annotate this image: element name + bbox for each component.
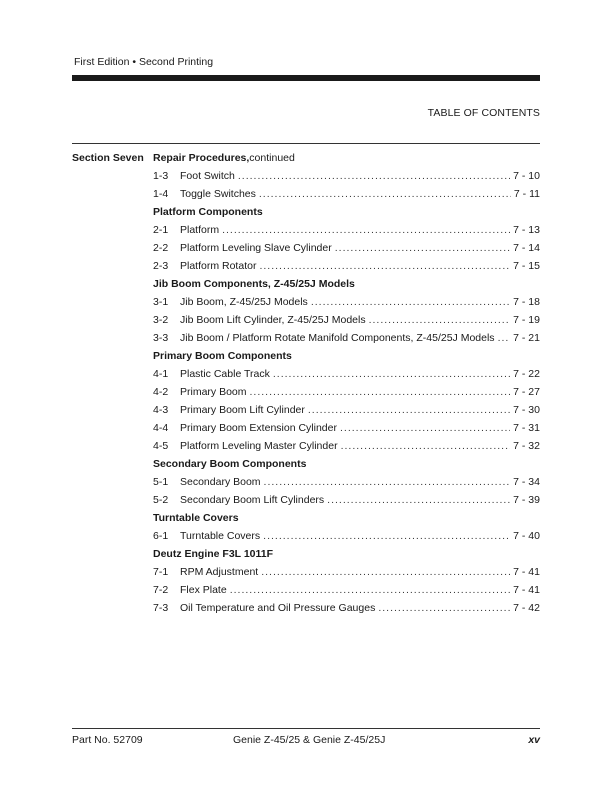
toc-entry[interactable] [153,293,540,311]
toc-entry-page: 7 - 41 [513,584,540,596]
toc-entry-title: Turntable Covers [180,530,261,542]
dot-leader [327,494,510,506]
toc-entry-number: 4-1 [153,368,169,380]
dot-leader [498,332,511,344]
dot-leader [369,314,511,326]
toc-entry-title: Primary Boom Extension Cylinder [180,422,337,434]
toc-entry-page: 7 - 10 [513,170,540,182]
toc-entry-page: 7 - 15 [513,260,540,272]
toc-entry[interactable] [153,491,540,509]
toc-entry[interactable] [153,365,540,383]
toc-entry-page: 7 - 42 [513,602,540,614]
toc-entry-number: 7-2 [153,584,169,596]
toc-heading [153,149,540,167]
toc-entry-number: 4-4 [153,422,169,434]
toc-heading-title: Repair Procedures, [153,152,250,164]
dot-leader [238,170,510,182]
toc-heading [153,203,540,221]
toc-heading [153,509,540,527]
toc-title: TABLE OF CONTENTS [427,107,540,119]
toc-entry-number: 2-3 [153,260,169,272]
dot-leader [259,260,510,272]
toc-entry[interactable] [153,473,540,491]
toc-entry-title: Platform Rotator [180,260,257,272]
toc-heading [153,275,540,293]
toc-entry-number: 1-4 [153,188,169,200]
toc-entry[interactable] [153,437,540,455]
dot-leader [378,602,510,614]
toc-entry[interactable] [153,329,540,347]
toc-entry-page: 7 - 21 [513,332,540,344]
dot-leader [264,476,511,488]
toc-entry[interactable] [153,383,540,401]
toc-entry-title: Platform Leveling Slave Cylinder [180,242,332,254]
toc-entry-title: Jib Boom / Platform Rotate Manifold Components, Z-45/25J Models [180,332,495,344]
toc-entry-page: 7 - 31 [513,422,540,434]
toc-entry-number: 3-2 [153,314,169,326]
toc-entry-page: 7 - 27 [513,386,540,398]
toc-entry-page: 7 - 39 [513,494,540,506]
toc-entry[interactable] [153,563,540,581]
toc-entry-title: Plastic Cable Track [180,368,270,380]
toc-entry-title: Oil Temperature and Oil Pressure Gauges [180,602,376,614]
dot-leader [230,584,510,596]
toc-list [153,149,540,617]
toc-heading-title: Primary Boom Components [153,350,292,362]
toc-entry[interactable] [153,311,540,329]
toc-entry-page: 7 - 11 [513,188,540,200]
toc-entry-number: 7-3 [153,602,169,614]
toc-entry-page: 7 - 19 [513,314,540,326]
toc-entry[interactable] [153,599,540,617]
toc-entry-page: 7 - 34 [513,476,540,488]
toc-entry-title: Primary Boom [180,386,247,398]
footer-divider [72,728,540,729]
toc-entry-number: 6-1 [153,530,169,542]
toc-entry-number: 2-2 [153,242,169,254]
toc-entry[interactable] [153,167,540,185]
dot-leader [273,368,510,380]
toc-entry-page: 7 - 13 [513,224,540,236]
toc-entry-title: Platform [180,224,220,236]
toc-entry[interactable] [153,185,540,203]
toc-heading-title: Jib Boom Components, Z-45/25J Models [153,278,355,290]
toc-entry-page: 7 - 30 [513,404,540,416]
toc-entry-page: 7 - 18 [513,296,540,308]
toc-entry-number: 4-2 [153,386,169,398]
toc-entry-page: 7 - 22 [513,368,540,380]
toc-heading-title: Secondary Boom Components [153,458,307,470]
toc-entry-number: 5-2 [153,494,169,506]
toc-heading-title: Platform Components [153,206,263,218]
dot-leader [222,224,510,236]
toc-entry-number: 2-1 [153,224,169,236]
toc-heading [153,545,540,563]
dot-leader [311,296,510,308]
toc-heading-suffix: continued [249,152,295,164]
toc-entry-title: Secondary Boom [180,476,261,488]
dot-leader [308,404,510,416]
toc-entry-number: 4-3 [153,404,169,416]
toc-heading-title: Turntable Covers [153,512,239,524]
dot-leader [259,188,511,200]
edition-label: First Edition • Second Printing [74,56,214,68]
toc-entry[interactable] [153,527,540,545]
footer-page-number: xv [528,734,540,746]
toc-entry-title: RPM Adjustment [180,566,259,578]
footer-model: Genie Z-45/25 & Genie Z-45/25J [233,734,386,746]
toc-entry-number: 1-3 [153,170,169,182]
toc-entry-page: 7 - 40 [513,530,540,542]
dot-leader [335,242,510,254]
toc-entry[interactable] [153,239,540,257]
header-rule [72,75,540,81]
toc-heading [153,455,540,473]
toc-entry-page: 7 - 32 [513,440,540,452]
toc-entry-number: 3-1 [153,296,169,308]
toc-entry[interactable] [153,401,540,419]
toc-entry[interactable] [153,221,540,239]
toc-heading-title: Deutz Engine F3L 1011F [153,548,274,560]
toc-entry-page: 7 - 14 [513,242,540,254]
toc-entry-title: Foot Switch [180,170,235,182]
toc-entry-number: 7-1 [153,566,169,578]
toc-entry-title: Jib Boom Lift Cylinder, Z-45/25J Models [180,314,366,326]
section-label: Section Seven [72,152,144,164]
toc-entry-title: Primary Boom Lift Cylinder [180,404,305,416]
toc-entry-title: Flex Plate [180,584,227,596]
toc-entry[interactable] [153,419,540,437]
toc-heading [153,347,540,365]
toc-entry-page: 7 - 41 [513,566,540,578]
toc-entry-title: Platform Leveling Master Cylinder [180,440,338,452]
toc-entry-number: 3-3 [153,332,169,344]
toc-entry-title: Toggle Switches [180,188,256,200]
dot-leader [263,530,510,542]
toc-entry[interactable] [153,257,540,275]
dot-leader [341,440,511,452]
toc-entry-title: Secondary Boom Lift Cylinders [180,494,325,506]
toc-entry-number: 5-1 [153,476,169,488]
toc-entry-number: 4-5 [153,440,169,452]
dot-leader [261,566,510,578]
toc-entry-title: Jib Boom, Z-45/25J Models [180,296,308,308]
dot-leader [340,422,510,434]
footer-part-number: Part No. 52709 [72,734,143,746]
dot-leader [250,386,511,398]
header-divider [72,143,540,144]
toc-entry[interactable] [153,581,540,599]
